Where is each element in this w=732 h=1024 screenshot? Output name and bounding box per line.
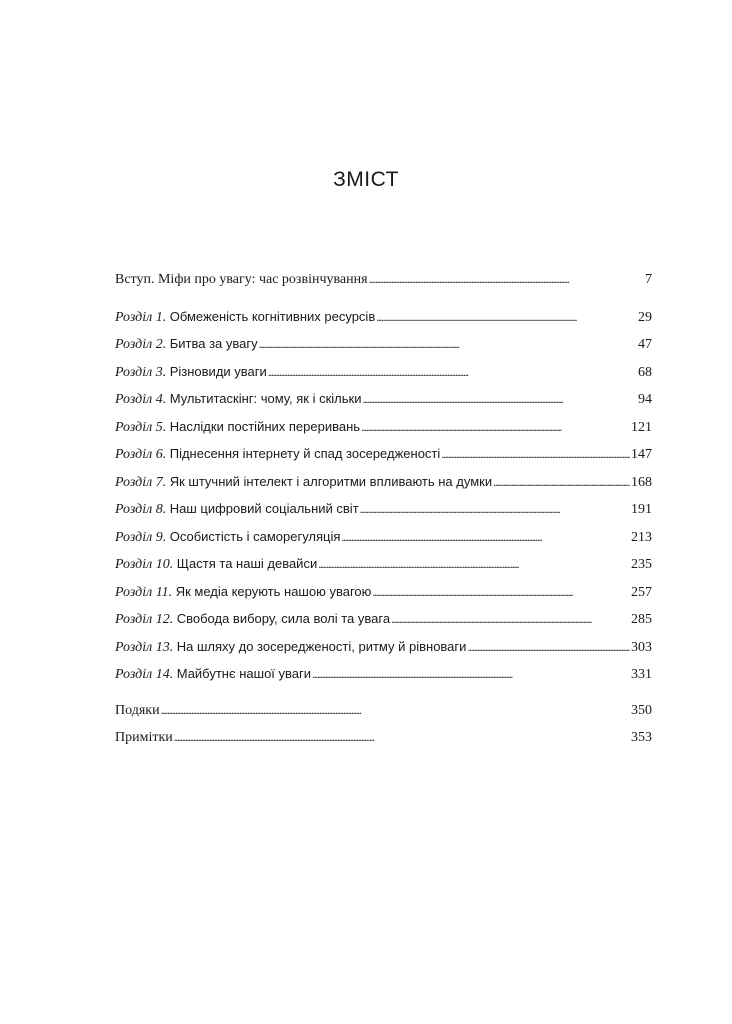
toc-entry-chapter-14[interactable] <box>115 660 652 688</box>
toc-entry-notes[interactable] <box>115 724 652 752</box>
chapter-prefix: Розділ 4. <box>115 392 167 407</box>
toc-entry-chapter-2[interactable] <box>115 330 652 358</box>
toc-page-number: 353 <box>631 730 652 745</box>
toc-page-number: 47 <box>638 337 652 352</box>
chapter-prefix: Розділ 7. <box>115 474 167 490</box>
toc-page-number: 285 <box>631 612 652 627</box>
chapter-title: Наслідки постійних переривань <box>169 418 361 434</box>
chapter-prefix: Розділ 12. <box>115 612 174 627</box>
toc-entry-chapter-12[interactable] <box>115 605 652 633</box>
chapter-prefix: Розділ 8. <box>115 502 167 517</box>
chapter-prefix: Розділ 14. <box>115 667 174 682</box>
chapter-title: Наш цифровий соціальний світ <box>169 501 359 516</box>
toc-page-number: 29 <box>638 309 652 325</box>
chapter-title: На шляху до зосередженості, ритму й рівноваги <box>176 638 467 654</box>
chapter-title: Як штучний інтелект і алгоритми впливають на думки <box>169 473 493 489</box>
chapter-prefix: Розділ 1. <box>115 309 167 325</box>
toc-page-number: 235 <box>631 557 652 572</box>
toc-entry-chapter-7[interactable] <box>115 468 652 496</box>
dot-leader <box>161 697 630 725</box>
chapter-prefix: Розділ 3. <box>115 364 167 380</box>
toc-page-number: 147 <box>631 447 652 462</box>
dot-leader <box>441 441 630 468</box>
dot-leader <box>361 414 630 441</box>
toc-page-number: 350 <box>631 702 652 718</box>
dot-leader <box>362 386 637 413</box>
chapter-title: Обмеженість когнітивних ресурсів <box>169 308 376 324</box>
dot-leader <box>268 359 637 386</box>
chapter-prefix: Розділ 13. <box>115 639 174 655</box>
dot-leader <box>318 551 630 578</box>
chapter-title: Свобода вибору, сила волі та увага <box>176 611 391 626</box>
dot-leader <box>493 469 630 496</box>
chapter-title: Як медіа керують нашою увагою <box>175 583 372 599</box>
chapter-title: Різновиди уваги <box>169 363 267 379</box>
toc-page-number: 7 <box>645 272 652 287</box>
toc-entry-intro[interactable] <box>115 266 652 294</box>
toc-entry-label: Вступ. Міфи про увагу: час розвінчування <box>115 272 368 287</box>
chapter-prefix: Розділ 9. <box>115 529 167 545</box>
chapter-title: Мультитаскінг: чому, як і скільки <box>169 391 362 406</box>
toc-entry-chapter-5[interactable] <box>115 413 652 441</box>
dot-leader <box>372 579 630 606</box>
dot-leader <box>341 524 630 551</box>
chapter-title: Щастя та наші девайси <box>176 556 318 571</box>
chapter-prefix: Розділ 6. <box>115 447 167 462</box>
toc-entry-chapter-8[interactable] <box>115 495 652 523</box>
toc-entry-acknowledgements[interactable] <box>115 697 652 725</box>
chapter-title: Особистість і саморегуляція <box>169 528 341 544</box>
dot-leader <box>259 331 637 358</box>
toc-page-number: 68 <box>638 364 652 380</box>
toc-entry-chapter-11[interactable] <box>115 578 652 606</box>
chapter-prefix: Розділ 2. <box>115 337 167 352</box>
dot-leader <box>312 661 630 688</box>
chapter-prefix: Розділ 11. <box>115 584 173 600</box>
chapter-prefix: Розділ 10. <box>115 557 174 572</box>
toc-entry-chapter-13[interactable] <box>115 633 652 661</box>
toc-page-number: 213 <box>631 529 652 545</box>
toc-page-number: 303 <box>631 639 652 655</box>
dot-leader <box>174 724 630 752</box>
chapter-title: Піднесення інтернету й спад зосередженості <box>169 446 441 461</box>
toc-entry-chapter-3[interactable] <box>115 358 652 386</box>
toc-entry-label: Подяки <box>115 702 160 718</box>
toc-page-number: 191 <box>631 502 652 517</box>
toc-entry-chapter-6[interactable] <box>115 440 652 468</box>
toc-page-number: 331 <box>631 667 652 682</box>
chapter-prefix: Розділ 5. <box>115 419 167 435</box>
dot-leader <box>391 606 630 633</box>
toc-page-number: 94 <box>638 392 652 407</box>
toc-entry-chapter-9[interactable] <box>115 523 652 551</box>
page-title: ЗМІСТ <box>333 168 399 191</box>
toc-page-number: 168 <box>631 474 652 490</box>
chapter-title: Майбутнє нашої уваги <box>176 666 312 681</box>
dot-leader <box>369 266 644 294</box>
toc-page-number: 121 <box>631 419 652 435</box>
dot-leader <box>376 304 637 331</box>
table-of-contents <box>115 266 652 752</box>
dot-leader <box>360 496 630 523</box>
toc-entry-chapter-10[interactable] <box>115 550 652 578</box>
chapter-title: Битва за увагу <box>169 336 258 351</box>
toc-entry-label: Примітки <box>115 730 173 745</box>
dot-leader <box>467 634 630 661</box>
toc-page-number: 257 <box>631 584 652 600</box>
toc-entry-chapter-1[interactable] <box>115 303 652 331</box>
toc-entry-chapter-4[interactable] <box>115 385 652 413</box>
